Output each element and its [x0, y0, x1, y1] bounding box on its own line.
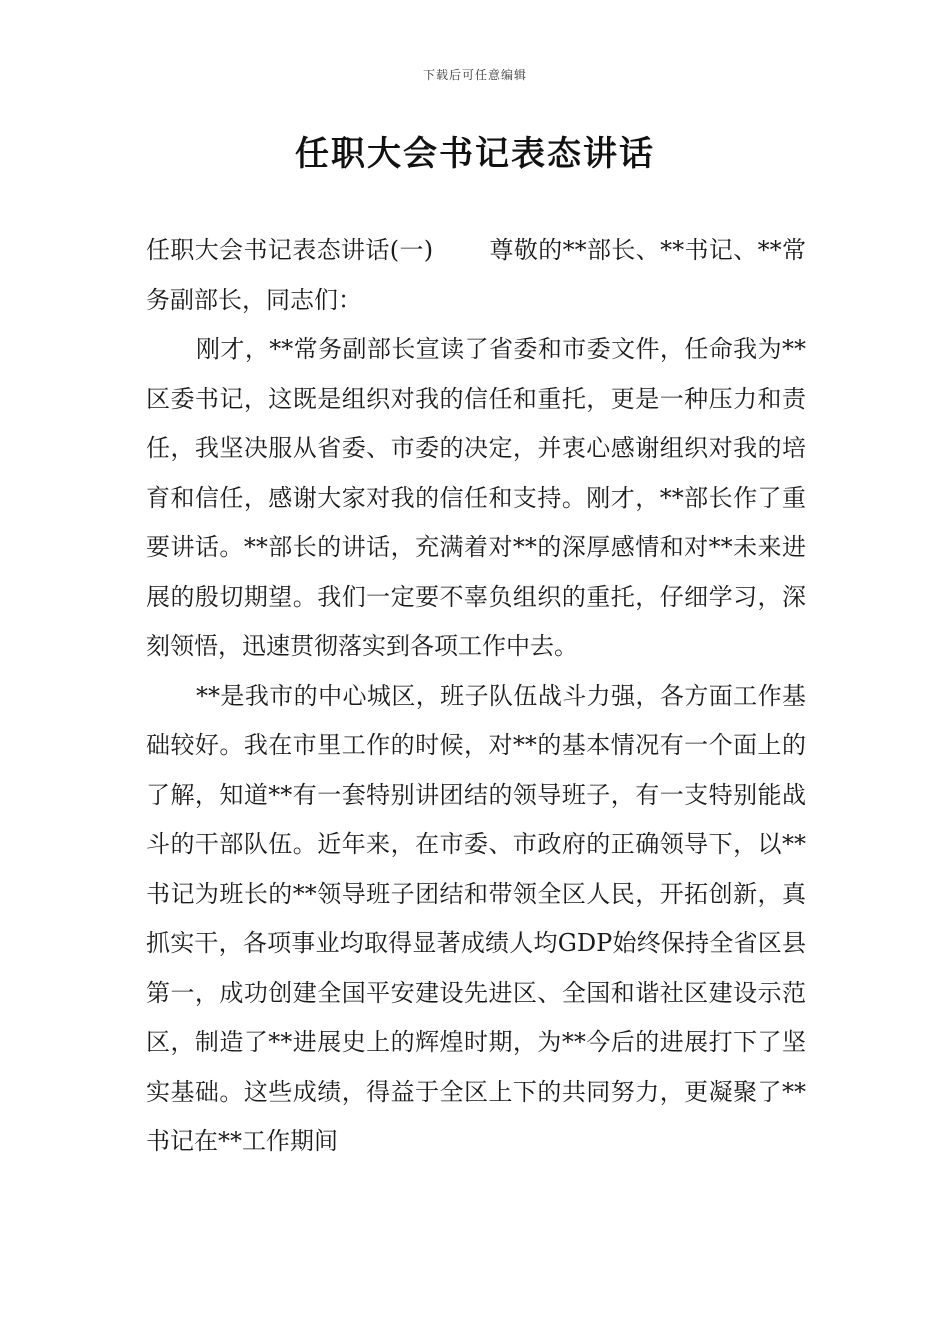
salutation: 尊敬的**部长、**书记、**常务副部长，同志们： — [146, 236, 807, 314]
document-body — [146, 226, 806, 1167]
paragraph-2: **是我市的中心城区，班子队伍战斗力强，各方面工作基础较好。我在市里工作的时候，对**的基本情况有一个面上的了解，知道**有一套特别讲团结的领导班子，有一支特别能战斗的干部队伍。近年来，在市委、市政府的正确领导下，以**书记为班长的**领导班子团结和带领全区人民，开拓创新，真抓实干，各项事业均取得显著成绩人均GDP始终保持全省区县第一，成功创建全国平安建设先进区、全国和谐社区建设示范区，制造了**进展史上的辉煌时期，为**今后的进展打下了坚实基础。这些成绩，得益于全区上下的共同努力，更凝聚了**书记在**工作期间 — [146, 681, 806, 1155]
document-title: 任职大会书记表态讲话 — [295, 134, 655, 174]
opening-line — [146, 226, 806, 325]
header-note: 下载后可任意编辑 — [422, 68, 527, 82]
section-subtitle: 任职大会书记表态讲话(一) — [146, 236, 434, 264]
paragraph-1: 刚才，**常务副部长宣读了省委和市委文件，任命我为**区委书记，这既是组织对我的信任和重托，更是一种压力和责任，我坚决服从省委、市委的决定，并衷心感谢组织对我的培育和信任，感谢大家对我的信任和支持。刚才，**部长作了重要讲话。**部长的讲话，充满着对**的深厚感情和对**未来进展的殷切期望。我们一定要不辜负组织的重托，仔细学习，深刻领悟，迅速贯彻落实到各项工作中去。 — [146, 335, 806, 660]
